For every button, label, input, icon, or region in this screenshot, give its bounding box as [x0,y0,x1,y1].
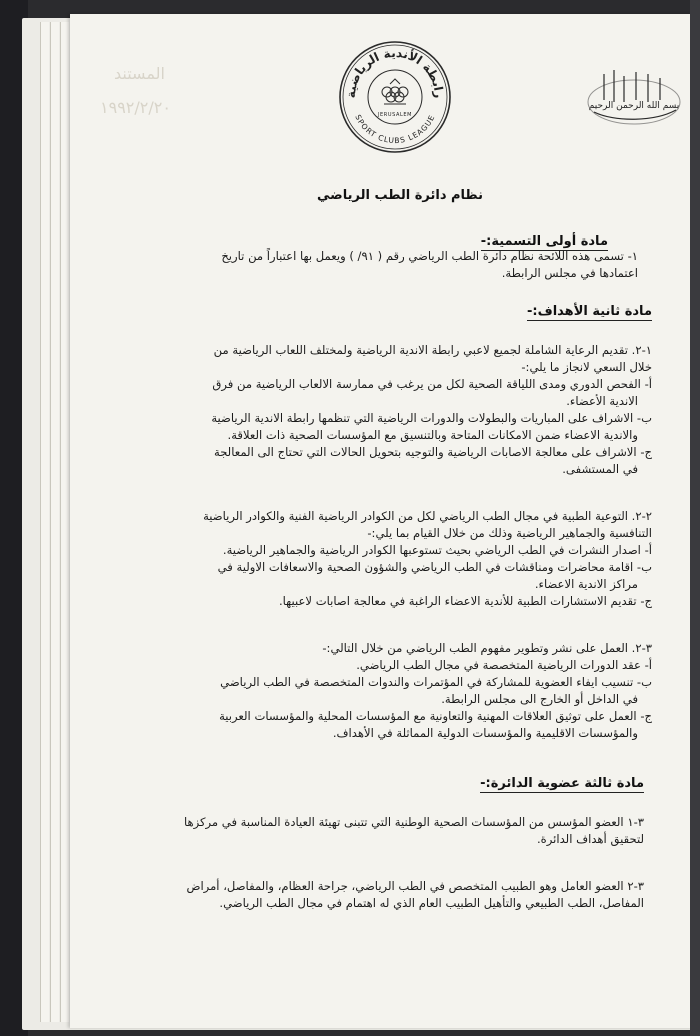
text-line: ٣-٢. العمل على نشر وتطوير مفهوم الطب الرياضي من خلال التالي:- [322,641,652,655]
text-line: في المستشفى. [562,462,638,476]
section-3-heading: مادة ثالثة عضوية الدائرة:- [480,776,644,791]
section-1-body [98,248,638,282]
text-line: ١-٢. تقديم الرعاية الشاملة لجميع لاعبي رابطة الاندية الرياضية ولمختلف اللعاب الرياضية من [213,343,652,357]
text-line: ٣-٢ العضو العامل وهو الطبيب المتخصص في الطب الرياضي، جراحة العظام، والمفاصل، أمراض [186,879,644,893]
text-line: أ- عقد الدورات الرياضية المتخصصة في مجال الطب الرياضي. [356,658,652,672]
text-line: ٣-١ العضو المؤسس من المؤسسات الصحية الوطنية التي تتبنى تهيئة العيادة المناسبة في مركزها [183,815,644,829]
text-line: ج- العمل على توثيق العلاقات المهنية والتعاونية مع المؤسسات المحلية والمؤسسات العربية [219,709,652,723]
section-2-3-body [92,640,652,742]
text-line: التنافسية والجماهير الرياضية وذلك من خلال القيام بما يلي:- [367,526,652,540]
svg-text:بسم الله الرحمن الرحيم: بسم الله الرحمن الرحيم [588,101,680,111]
text-line: ب- تنسيب ايفاء العضوية للمشاركة في المؤتمرات والندوات المتخصصة في الطب الرياضي [220,675,652,689]
text-line: لتحقيق أهداف الدائرة. [536,832,644,846]
basmala-calligraphy [584,60,684,136]
document-title: نظام دائرة الطب الرياضي [317,188,483,203]
text-line: ج- الاشراف على معالجة الاصابات الرياضية والتوجيه بتحويل الحالات التي تحتاج الى المعالجة [213,445,652,459]
svg-text:JERUSALEM: JERUSALEM [377,112,413,118]
page-edge [50,22,59,1022]
league-seal-logo [338,40,452,154]
text-line: الاندية الأعضاء. [566,394,638,408]
binding-strip [690,0,700,1036]
text-line: المفاصل، الطب الطبيعي والتأهيل الطبيب العام الذي له اهتمام في مجال الطب الرياضي. [219,896,644,910]
page-edge [60,22,69,1022]
section-2-heading: مادة ثانية الأهداف:- [527,304,652,319]
text-line: والمؤسسات الاقليمية والمؤسسات الدولية المماثلة في الأهداف. [332,726,638,740]
text-line: ج- تقديم الاستشارات الطبية للأندية الاعضاء الراغبة في معالجة اصابات لاعبيها. [278,594,652,608]
text-line: ٢-٢. التوعية الطبية في مجال الطب الرياضي لكل من الكوادر الرياضية الفنية والكوادر الرياضية [203,509,652,523]
text-line: اعتمادها في مجلس الرابطة. [501,266,638,280]
text-line: ١- تسمى هذه اللائحة نظام دائرة الطب الرياضي رقم ( ٩١/ ) ويعمل بها اعتباراً من تاريخ [221,249,638,263]
text-line: ب- الاشراف على المباريات والبطولات والدورات الرياضية التي تنظمها رابطة الاندية الرياضية [211,411,652,425]
svg-text:رابطة الأندية الرياضية: رابطة الأندية الرياضية [343,45,447,99]
section-2-2-body [92,508,652,610]
svg-text:SPORT CLUBS LEAGUE: SPORT CLUBS LEAGUE [353,113,437,146]
text-line: مراكز الاندية الاعضاء. [534,577,638,591]
text-line: أ- الفحص الدوري ومدى اللياقة الصحية لكل من يرغب في ممارسة الالعاب الرياضية من فرق [212,377,652,391]
faint-reference-date: ١٩٩٢/٢/٢٠ [100,98,171,117]
section-1-heading: مادة أولى التسمية:- [480,234,608,249]
text-line: والاندية الاعضاء ضمن الامكانات المتاحة وبالتنسيق مع المؤسسات الصحية ذات العلاقة. [227,428,638,442]
faint-reference-label: المستند [114,64,165,83]
page-edge [40,22,49,1022]
section-3-2-body [84,878,644,912]
section-2-1-body [92,342,652,478]
text-line: ب- اقامة محاضرات ومناقشات في الطب الرياضي والشؤون الصحية والاسعافات الاولية في [217,560,652,574]
text-line: خلال السعي لانجاز ما يلي:- [521,360,652,374]
text-line: في الداخل أو الخارج الى مجلس الرابطة. [441,692,638,706]
section-3-1-body [84,814,644,848]
text-line: أ- اصدار النشرات في الطب الرياضي بحيث تستوعبها الكوادر الرياضية والجماهير الرياضية. [222,543,652,557]
